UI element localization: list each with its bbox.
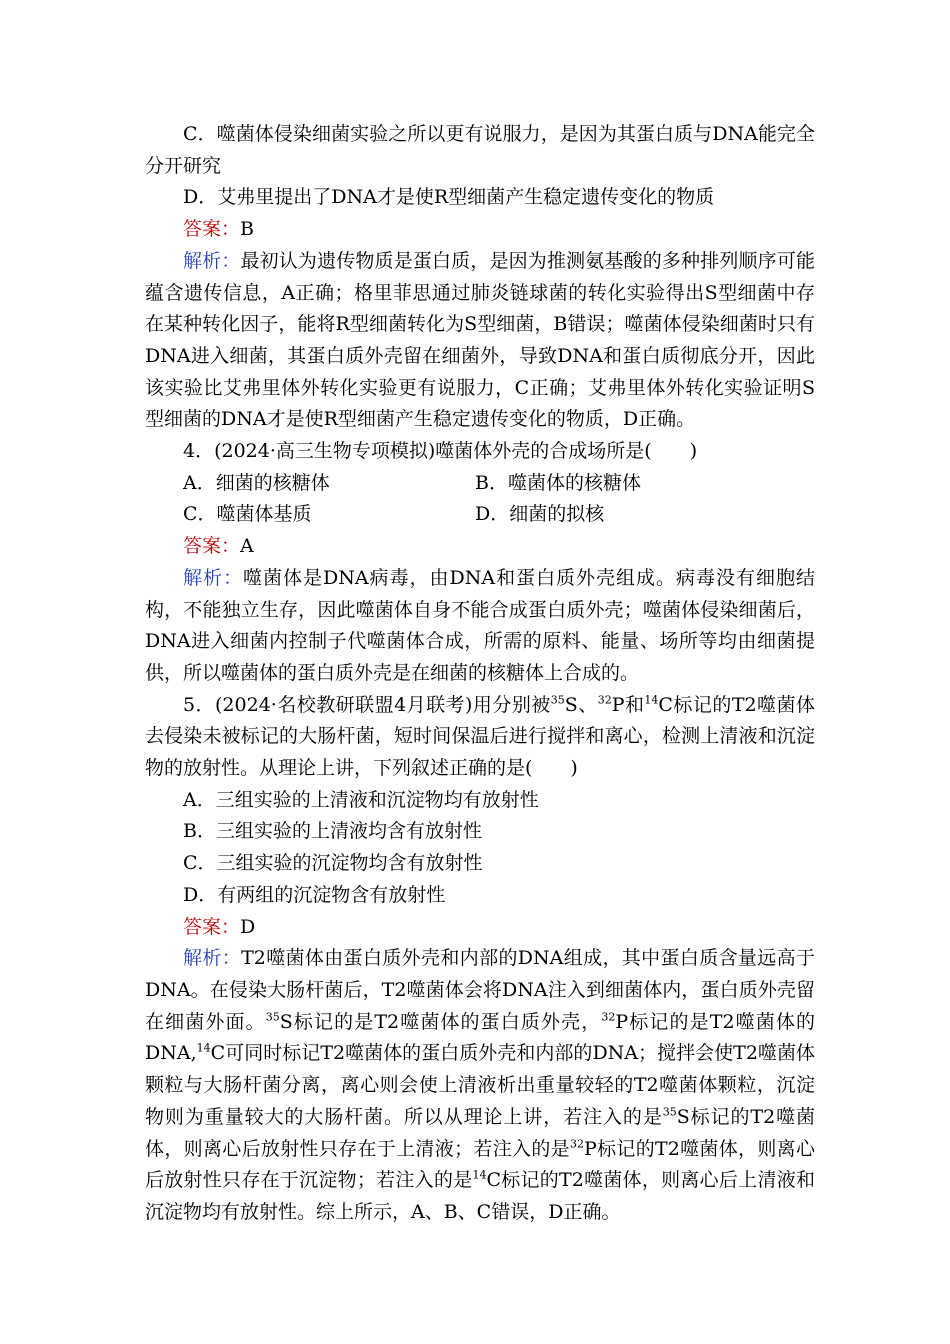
q4-options-row-2 [145, 499, 815, 531]
stem-text: P和 [611, 693, 645, 716]
q3-answer [145, 214, 815, 246]
q4-stem: 4．(2024·高三生物专项模拟)噬菌体外壳的合成场所是( ) [183, 440, 698, 463]
answer-value: B [240, 218, 254, 241]
isotope-mass: 32 [569, 1137, 584, 1151]
analysis-label: 解析： [183, 947, 242, 970]
answer-value: A [240, 535, 254, 558]
q3-option-d: D．艾弗里提出了DNA才是使R型细菌产生稳定遗传变化的物质 [183, 186, 715, 209]
isotope-mass: 14 [196, 1042, 211, 1056]
q4-options-row-1 [145, 468, 815, 500]
isotope-mass: 35 [662, 1105, 677, 1119]
analysis-text: 噬菌体是DNA病毒，由DNA和蛋白质外壳组成。病毒没有细胞结构，不能独立生存，因此噬菌体自身不能合成蛋白质外壳；噬菌体侵染细菌后，DNA进入细菌内控制子代噬菌体合成，所需的原料、能量、场所等均由细菌提供，所以噬菌体的蛋白质外壳是在细菌的核糖体上合成的。 [145, 566, 815, 684]
q3-analysis [145, 246, 815, 436]
q5-stem [145, 690, 815, 785]
q5-analysis [145, 943, 815, 1228]
document-page [145, 119, 815, 1229]
q3-option-c: C．噬菌体侵染细菌实验之所以更有说服力，是因为其蛋白质与DNA能完全分开研究 [145, 123, 815, 177]
q5-option-b: B．三组实验的上清液均含有放射性 [183, 820, 482, 843]
q4-option-a: A．细菌的核糖体 [183, 471, 330, 494]
analysis-text: S标记的是T2噬菌体的蛋白质外壳， [279, 1010, 602, 1033]
analysis-text: P标记的是T2噬菌体的DNA, [145, 1010, 815, 1065]
answer-label: 答案： [183, 535, 241, 558]
analysis-label: 解析： [183, 566, 243, 589]
isotope-mass: 14 [644, 693, 659, 707]
analysis-text: P标记的T2噬菌体，则离心后放射性只存在于沉淀物；若注入的是 [145, 1137, 815, 1192]
stem-text: S、 [564, 693, 598, 716]
answer-value: D [240, 915, 256, 938]
stem-text: C标记的T2噬菌体去侵染未被标记的大肠杆菌，短时间保温后进行搅拌和离心，检测上清液和沉淀物的放射性。从理论上讲，下列叙述正确的是( ) [145, 693, 815, 780]
q4-analysis [145, 563, 815, 690]
isotope-mass: 32 [597, 693, 612, 707]
analysis-text: S标记的T2噬菌体，则离心后放射性只存在于上清液；若注入的是 [145, 1105, 815, 1160]
isotope-mass: 14 [472, 1168, 487, 1182]
q5-option-a: A．三组实验的上清液和沉淀物均有放射性 [183, 788, 539, 811]
isotope-mass: 35 [550, 693, 565, 707]
analysis-text: C标记的T2噬菌体，则离心后上清液和沉淀物均有放射性。综上所示，A、B、C错误，D正确。 [145, 1169, 815, 1223]
q5-answer [145, 912, 815, 944]
analysis-label: 解析： [183, 249, 241, 272]
q5-option-c: C．三组实验的沉淀物均含有放射性 [183, 852, 483, 875]
stem-text: 5．(2024·名校教研联盟4月联考)用分别被 [183, 693, 551, 716]
isotope-mass: 35 [265, 1010, 280, 1024]
isotope-mass: 32 [601, 1010, 616, 1024]
q4-option-b: B．噬菌体的核糖体 [475, 471, 641, 494]
q4-option-d: D．细菌的拟核 [475, 503, 605, 526]
q4-answer [145, 531, 815, 563]
analysis-text: T2噬菌体由蛋白质外壳和内部的DNA组成，其中蛋白质含量远高于DNA。在侵染大肠杆菌后，T2噬菌体会将DNA注入到细菌体内，蛋白质外壳留在细菌外面。 [145, 947, 815, 1033]
analysis-text: C可同时标记T2噬菌体的蛋白质外壳和内部的DNA；搅拌会使T2噬菌体颗粒与大肠杆菌分离，离心则会使上清液析出重量较轻的T2噬菌体颗粒，沉淀物则为重量较大的大肠杆菌。所以从理论上讲，若注入的是 [145, 1042, 815, 1128]
analysis-text: 最初认为遗传物质是蛋白质，是因为推测氨基酸的多种排列顺序可能蕴含遗传信息，A正确；格里菲思通过肺炎链球菌的转化实验得出S型细菌中存在某种转化因子，能将R型细菌转化为S型细菌，B错误；噬菌体侵染细菌时只有DNA进入细菌，其蛋白质外壳留在细菌外，导致DNA和蛋白质彻底分开，因此该实验比艾弗里体外转化实验更有说服力，C正确；艾弗里体外转化实验证明S型细菌的DNA才是使R型细菌产生稳定遗传变化的物质，D正确。 [145, 249, 815, 431]
answer-label: 答案： [183, 915, 241, 938]
answer-label: 答案： [183, 218, 241, 241]
q4-option-c: C．噬菌体基质 [183, 503, 312, 526]
q5-option-d: D．有两组的沉淀物含有放射性 [183, 883, 446, 906]
